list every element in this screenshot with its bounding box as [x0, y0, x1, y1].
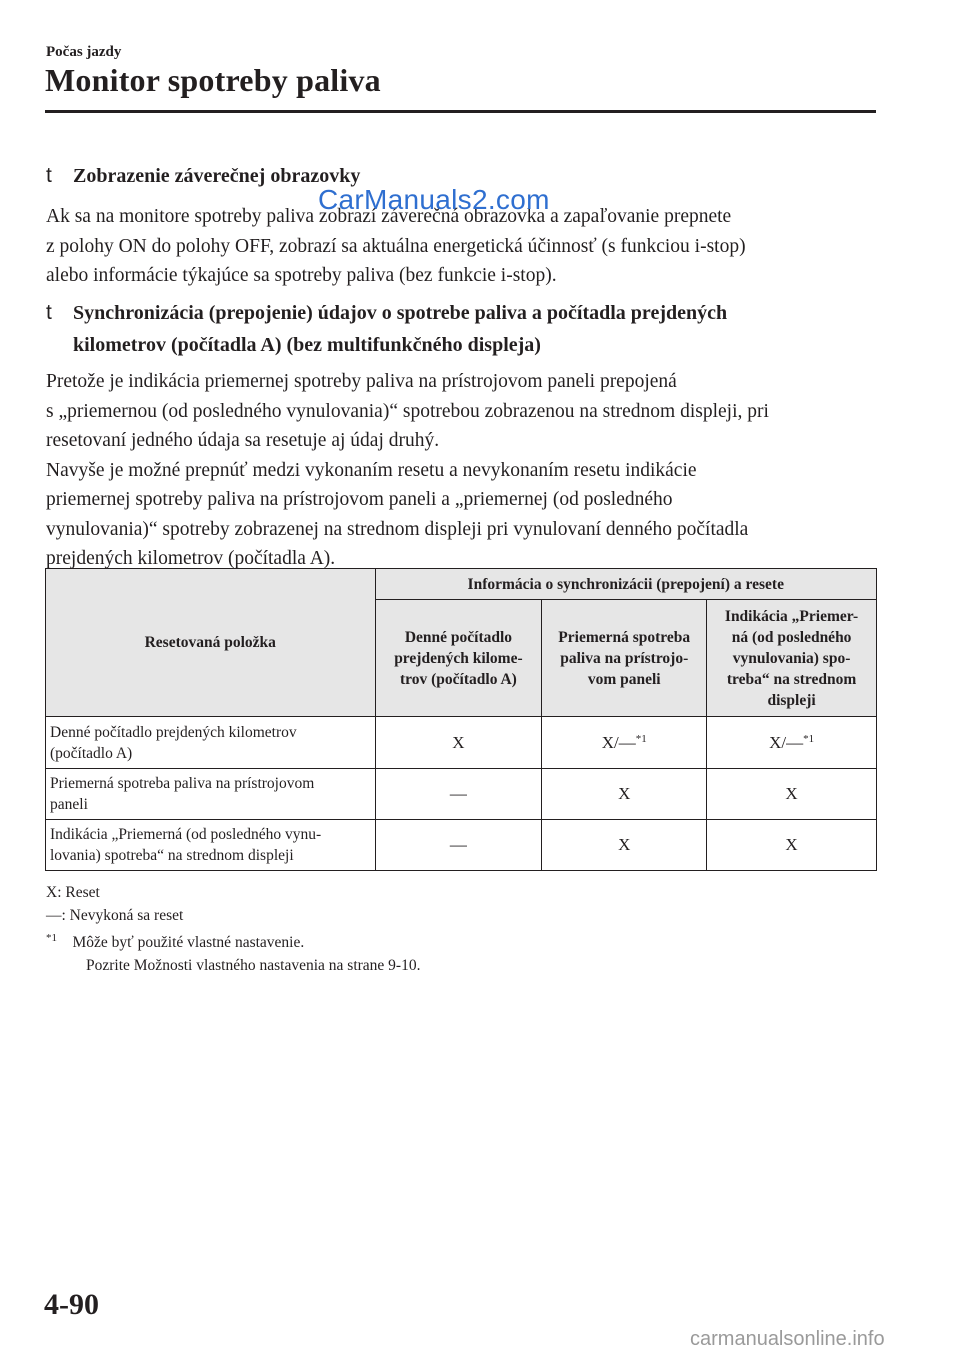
- footnote-ref: *1: [803, 732, 815, 745]
- value-cell: [375, 717, 542, 769]
- value-cell: [542, 820, 707, 871]
- paragraph-line: vynulovania)“ spotreby zobrazenej na strednom displeji pri vynulovaní denného počítadla: [46, 518, 749, 540]
- header-line: vynulovania) spo-: [732, 649, 851, 667]
- page-number: 4-90: [44, 1288, 99, 1321]
- table-header-display-average: [707, 600, 877, 717]
- paragraph-line: s „priemernou (od posledného vynulovania)“ spotrebou zobrazenou na strednom displeji, pri: [46, 400, 769, 422]
- header-line: Indikácia „Priemer-: [724, 607, 859, 625]
- paragraph-line: prejdených kilometrov (počítadla A).: [46, 548, 336, 569]
- header-line: displeji: [767, 691, 816, 709]
- value-text: X: [785, 835, 798, 854]
- item-line: Denné počítadlo prejdených kilometrov: [50, 723, 297, 741]
- value-text: X: [618, 784, 631, 803]
- value-cell: [542, 769, 707, 820]
- table-row: [46, 769, 877, 820]
- title-rule: [45, 110, 876, 113]
- footer-site-link[interactable]: carmanualsonline.info: [690, 1328, 885, 1350]
- value-cell: [375, 820, 542, 871]
- bullet-icon: t: [46, 301, 52, 324]
- paragraph-line: Pretože je indikácia priemernej spotreby paliva na prístrojovom paneli prepojená: [46, 371, 677, 392]
- table-header-item: Resetovaná položka: [46, 569, 376, 717]
- header-line: Priemerná spotreba: [558, 628, 691, 646]
- paragraph-line: Ak sa na monitore spotreby paliva zobrazí záverečná obrazovka a zapaľovanie prepnete: [46, 206, 732, 227]
- breadcrumb: Počas jazdy: [46, 44, 122, 60]
- value-cell: [707, 717, 877, 769]
- paragraph-line: alebo informácie týkajúce sa spotreby paliva (bez funkcie i-stop).: [46, 265, 557, 286]
- legend-line: —: Nevykoná sa reset: [46, 906, 184, 924]
- row-item: [46, 717, 376, 769]
- value-cell: [707, 769, 877, 820]
- item-line: lovania) spotreba“ na strednom displeji: [50, 847, 294, 864]
- value-cell: [542, 717, 707, 769]
- legend-line: X: Reset: [46, 884, 100, 901]
- value-cell: [707, 820, 877, 871]
- footnote-ref: *1: [635, 732, 647, 745]
- header-line: vom paneli: [587, 670, 661, 688]
- section-heading-line: Zobrazenie záverečnej obrazovky: [73, 165, 361, 187]
- value-text: X: [452, 732, 465, 752]
- paragraph-line: resetovaní jedného údaja sa resetuje aj údaj druhý.: [46, 430, 440, 451]
- value-text: X/—: [601, 732, 636, 752]
- page-title: Monitor spotreby paliva: [45, 62, 381, 98]
- table-legend: [46, 882, 420, 977]
- footnote-text: Môže byť použité vlastné nastavenie.: [72, 934, 305, 951]
- header-line: prejdených kilome-: [394, 649, 523, 667]
- header-line: paliva na prístrojo-: [560, 649, 689, 667]
- table-row: [46, 820, 877, 871]
- table-row: [46, 717, 877, 769]
- header-line: ná (od posledného: [731, 628, 852, 646]
- header-line: trov (počítadlo A): [400, 670, 517, 688]
- section-heading-line: kilometrov (počítadla A) (bez multifunkčného displeja): [73, 334, 541, 356]
- value-text: —: [449, 784, 467, 803]
- footnote-marker: *1: [46, 932, 57, 944]
- table-header-group: Informácia o synchronizácii (prepojení) a resete: [375, 569, 876, 600]
- paragraph-line: priemernej spotreby paliva na prístrojovom paneli a „priemernej (od posledného: [46, 489, 673, 510]
- value-text: X/—: [769, 732, 804, 752]
- watermark-link[interactable]: CarManuals2.com: [318, 184, 550, 215]
- paragraph-line: Navyše je možné prepnúť medzi vykonaním resetu a nevykonaním resetu indikácie: [46, 459, 697, 481]
- section-heading-line: Synchronizácia (prepojenie) údajov o spotrebe paliva a počítadla prejdených: [73, 302, 728, 324]
- table-header-trip-meter: [375, 600, 542, 717]
- table-header-cluster-average: [542, 600, 707, 717]
- paragraph: [46, 367, 886, 574]
- item-line: (počítadlo A): [50, 744, 133, 762]
- item-line: paneli: [50, 796, 88, 813]
- row-item: [46, 769, 376, 820]
- section-heading: [46, 297, 873, 361]
- value-cell: [375, 769, 542, 820]
- footnote: [46, 927, 420, 955]
- value-text: —: [449, 835, 467, 854]
- header-line: treba“ na strednom: [726, 670, 857, 688]
- bullet-icon: t: [46, 164, 52, 187]
- paragraph-line: z polohy ON do polohy OFF, zobrazí sa aktuálna energetická účinnosť (s funkciou i-stop): [46, 235, 746, 257]
- item-line: Indikácia „Priemerná (od posledného vynu-: [50, 826, 322, 843]
- row-item: [46, 820, 376, 871]
- sync-table: [45, 568, 877, 871]
- item-line: Priemerná spotreba paliva na prístrojovom: [50, 775, 315, 792]
- header-line: Denné počítadlo: [404, 628, 513, 646]
- value-text: X: [785, 784, 798, 803]
- footnote-text: Pozrite Možnosti vlastného nastavenia na strane 9-10.: [86, 956, 421, 974]
- value-text: X: [618, 835, 631, 854]
